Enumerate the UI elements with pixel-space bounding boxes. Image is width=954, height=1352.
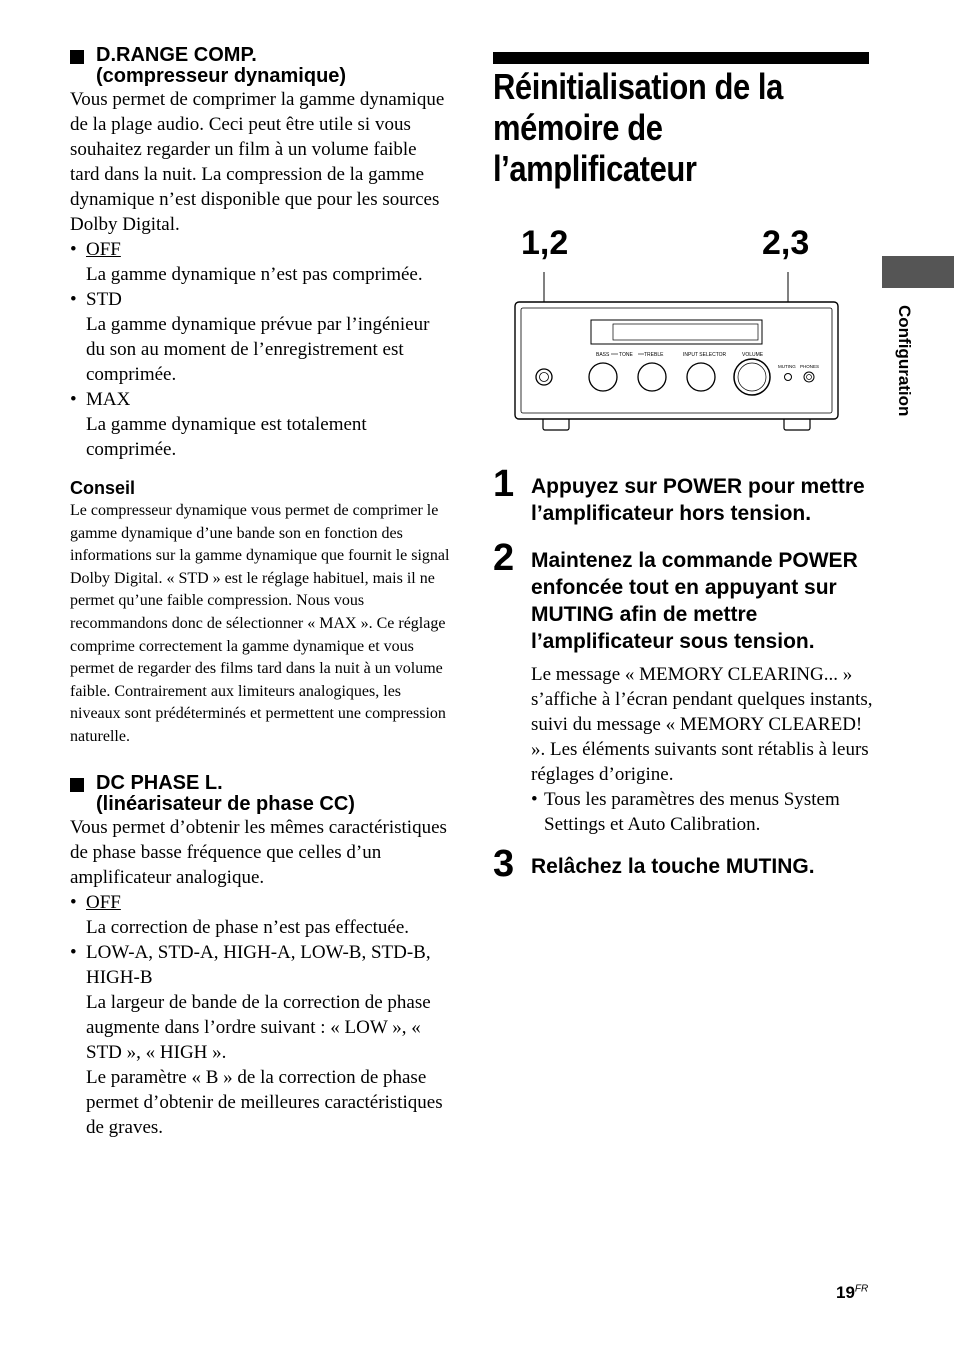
muting-label: MUTING [778,364,796,369]
option-label: MAX [86,389,131,410]
phones-jack-icon [804,372,814,382]
sidebar-label-text: Configuration [895,305,914,417]
tip-heading: Conseil [70,478,136,498]
page-title [493,66,820,189]
title-rule [493,52,869,64]
volume-label: VOLUME [742,352,764,358]
option-item: • MAX [70,389,131,410]
power-button-icon [536,369,552,385]
option-label: OFF [86,239,121,260]
step-2 [493,539,873,655]
option-label: OFF [86,891,121,913]
drange-heading-line2: (compresseur dynamique) [96,65,347,87]
page-lang: FR [854,1283,869,1295]
title-line: Réinitialisation de la [493,66,783,107]
option-label: LOW-A, STD-A, HIGH-A, LOW-B, STD-B, HIGH-B [86,941,431,988]
step-2-bullet: • Tous les paramètres des menus System Settings et Auto Calibration. [493,787,873,837]
treble-label: TREBLE [644,352,664,358]
title-line: mémoire de [493,107,663,148]
input-label: INPUT SELECTOR [683,352,727,358]
step-text: Relâchez la touche MUTING. [531,855,815,878]
section-heading-drange [70,45,450,87]
option-item: • OFF [70,239,121,260]
section-tab [882,256,954,288]
step-1 [493,465,873,527]
option-desc: La largeur de bande de la correction de phase augmente dans l’ordre suivant : « LOW », « STD », « HIGH ». [86,991,431,1063]
option-desc: La gamme dynamique est totalement comprimée. [86,414,367,460]
page-number-value: 19 [836,1283,855,1302]
bass-label: BASS [596,352,610,358]
option-desc: La gamme dynamique prévue par l’ingénieur du son au moment de l’enregistrement est comprimée. [86,314,430,385]
step-3 [493,845,873,883]
volume-knob-icon [734,359,770,395]
tone-label: TONE [619,352,633,358]
dcphase-intro: Vous permet d’obtenir les mêmes caractéristiques de phase basse fréquence que celles d’un amplificateur analogique. [70,816,447,888]
drange-heading-line1: D.RANGE COMP. [96,44,257,66]
tip-text: Le compresseur dynamique vous permet de comprimer le gamme dynamique d’une bande son en fonction des informations sur la gamme dynamique que fournit le signal Dolby Digital. « STD » est le réglage habituel, mais il ne permet qu’une faible compression. Nous vous recommandons donc de sélectionner « MAX ». Ce réglage comprime correctement la gamme dynamique et vous permet de regarder des films tard dans la nuit à un volume faible. Contrairement aux limiteurs analogiques, les niveaux sont prédéterminés et permettent une compression naturelle. [70,502,450,745]
option-desc: La gamme dynamique n’est pas comprimée. [86,264,423,285]
left-column [70,45,450,1140]
callout-left: 1,2 [521,224,569,262]
treble-knob-icon [638,363,666,391]
step-text: Maintenez la commande POWER enfoncée tout en appuyant sur MUTING afin de mettre l’amplificateur sous tension. [531,549,858,653]
option-item: • LOW-A, STD-A, HIGH-A, LOW-B, STD-B, HIGH-B [70,940,450,990]
section-heading-dcphase [70,773,450,815]
step-number: 1 [493,463,515,505]
amp-display [591,320,762,344]
step-number: 2 [493,537,515,579]
title-line: l’amplificateur [493,148,697,189]
step-number: 3 [493,843,515,885]
option-desc: La correction de phase n’est pas effectuée. [86,916,410,938]
option-label: STD [86,289,122,310]
sidebar-label [892,305,922,445]
phones-label: PHONES [800,364,820,369]
steps-list [493,465,873,883]
step-2-body: Le message « MEMORY CLEARING... » s’affiche à l’écran pendant quelques instants, suivi du message « MEMORY CLEARED! ». Les éléments suivants sont rétablis à leurs réglages d’origine. [531,664,873,785]
step-text: Appuyez sur POWER pour mettre l’amplificateur hors tension. [531,475,865,525]
callout-right: 2,3 [762,224,810,262]
muting-button-icon [785,374,792,381]
step-2-bullet-text: Tous les paramètres des menus System Settings et Auto Calibration. [544,789,840,835]
option-item: • STD [70,289,122,310]
input-selector-knob-icon [687,363,715,391]
square-bullet-icon [70,50,84,64]
dcphase-heading-line1: DC PHASE L. [96,771,223,794]
page-number [836,1283,868,1303]
option-item: • OFF [70,891,121,913]
option-desc: Le paramètre « B » de la correction de phase permet d’obtenir de meilleures caractéristiques de graves. [86,1066,443,1138]
bass-knob-icon [589,363,617,391]
amplifier-illustration [505,262,850,440]
drange-intro: Vous permet de comprimer la gamme dynamique de la plage audio. Ceci peut être utile si vous souhaitez regarder un film à un volume faible tard dans la nuit. La compression de la gamme dynamique n’est disponible que pour les sources Dolby Digital. [70,89,445,235]
dcphase-heading-line2: (linéarisateur de phase CC) [96,792,355,815]
square-bullet-icon [70,778,84,792]
